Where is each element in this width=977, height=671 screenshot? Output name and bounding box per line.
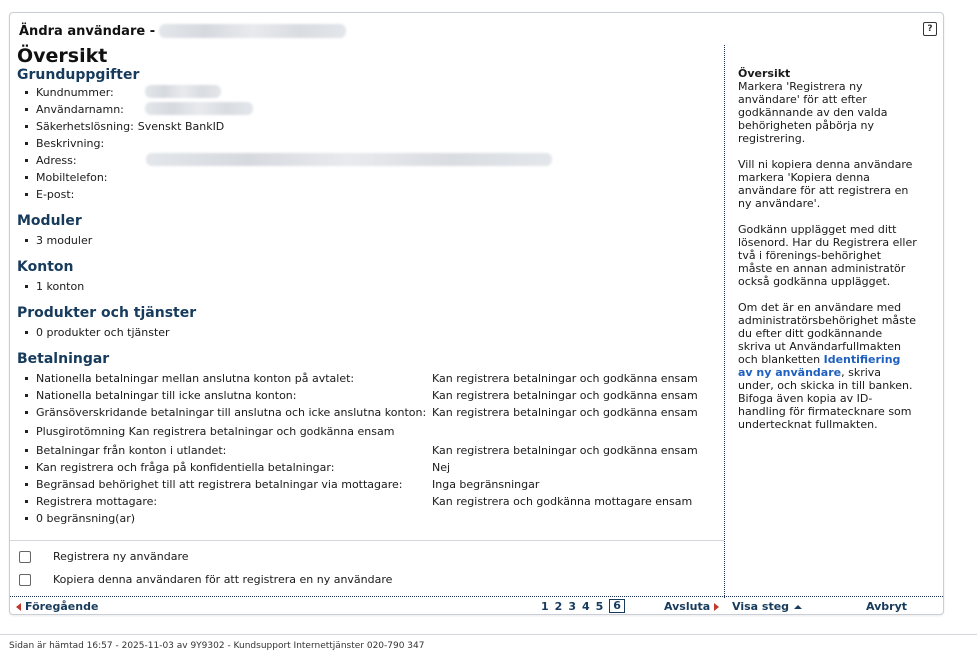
row-accounts: 1 konton bbox=[25, 280, 84, 293]
row-products: 0 produkter och tjänster bbox=[25, 326, 170, 339]
row-description: Beskrivning: bbox=[25, 137, 104, 150]
page-title: Översikt bbox=[17, 45, 108, 67]
section-heading-accounts: Konton bbox=[17, 259, 74, 275]
overview-section bbox=[10, 43, 725, 541]
panel-title: Ändra användare - bbox=[19, 23, 156, 39]
cancel-button[interactable]: Avbryt bbox=[866, 600, 908, 613]
section-heading-basic: Grunduppgifter bbox=[17, 67, 140, 83]
redacted-value bbox=[145, 102, 253, 115]
status-line: Sidan är hämtad 16:57 - 2025-11-03 av 9Y9302 - Kundsupport Internettjänster 020-790 347 bbox=[9, 641, 425, 651]
page-step[interactable]: 3 bbox=[568, 599, 576, 613]
section-heading-modules: Moduler bbox=[17, 213, 82, 229]
section-heading-products: Produkter och tjänster bbox=[17, 305, 197, 321]
page-step[interactable]: 5 bbox=[595, 599, 604, 613]
row-payment: Nationella betalningar mellan anslutna konton på avtalet: Kan registrera betalningar och godkänna ensam bbox=[25, 372, 354, 385]
help-heading: Översikt bbox=[738, 67, 791, 80]
help-paragraph: Översikt Markera 'Registrera ny användare' för att efter godkännande av den valda behörigheten påbörja ny registrering. bbox=[738, 67, 888, 145]
help-divider bbox=[724, 45, 725, 598]
row-payment: Registrera mottagare: Kan registrera och godkänna mottagare ensam bbox=[25, 495, 157, 508]
row-payment: 0 begränsning(ar) bbox=[25, 512, 135, 525]
finish-button[interactable]: Avsluta bbox=[664, 600, 719, 613]
row-email: E-post: bbox=[25, 188, 74, 201]
help-paragraph: Om det är en användare med administratörsbehörighet måste du efter ditt godkännande skriva ut Användarfullmakten och blanketten Identifiering av ny användare, skriva under, och skicka in till banken. Bifoga även kopia av ID-handling för firmatecknare som undertecknat fullmakten. bbox=[738, 301, 916, 431]
page-step-current: 6 bbox=[609, 599, 625, 613]
row-payment: Betalningar från konton i utlandet: Kan registrera betalningar och godkänna ensam bbox=[25, 444, 226, 457]
arrow-right-icon bbox=[714, 603, 719, 611]
options-divider bbox=[10, 540, 724, 541]
copy-user-label[interactable]: Kopiera denna användaren för att registrera en ny användare bbox=[53, 573, 393, 586]
redacted-value bbox=[146, 153, 552, 166]
row-address: Adress: bbox=[25, 154, 77, 167]
section-heading-payments: Betalningar bbox=[17, 351, 110, 367]
row-security: Säkerhetslösning: Svenskt BankID bbox=[25, 120, 224, 133]
prev-button[interactable]: Föregående bbox=[16, 600, 98, 613]
row-mobile: Mobiltelefon: bbox=[25, 171, 108, 184]
wizard-nav-bar bbox=[10, 596, 943, 615]
page-step[interactable]: 4 bbox=[581, 599, 590, 613]
help-paragraph: Godkänn upplägget med ditt lösenord. Har du Registrera eller två i förenings-behörighet måste en annan administratör också godkänna upplägget. bbox=[738, 223, 917, 288]
option-copy-user[interactable] bbox=[19, 573, 392, 586]
arrow-left-icon bbox=[16, 603, 21, 611]
show-steps-button[interactable]: Visa steg bbox=[732, 600, 802, 613]
row-payment: Gränsöverskridande betalningar till anslutna och icke anslutna konton: Kan registrera betalningar och godkänna ensam bbox=[25, 406, 426, 419]
help-paragraph: Vill ni kopiera denna användare markera 'Kopiera denna användare för att registrera en ny användare'. bbox=[738, 158, 913, 210]
help-icon[interactable]: ? bbox=[923, 22, 937, 36]
row-payment: Kan registrera och fråga på konfidentiella betalningar: Nej bbox=[25, 461, 334, 474]
page-footer-divider bbox=[0, 634, 977, 635]
register-new-label[interactable]: Registrera ny användare bbox=[53, 550, 189, 563]
page-step[interactable]: 1 bbox=[541, 599, 549, 613]
caret-up-icon bbox=[794, 605, 802, 609]
register-new-checkbox[interactable] bbox=[19, 551, 31, 563]
page-step[interactable]: 2 bbox=[554, 599, 563, 613]
row-payment: Plusgirotömning Kan registrera betalningar och godkänna ensam bbox=[25, 425, 394, 438]
identification-form-link[interactable]: Identifiering av ny användare bbox=[738, 353, 901, 379]
redacted-value bbox=[145, 85, 221, 98]
row-customer-number: Kundnummer: bbox=[25, 86, 114, 99]
option-register-new[interactable] bbox=[19, 550, 189, 563]
row-modules: 3 moduler bbox=[25, 234, 92, 247]
row-payment: Begränsad behörighet till att registrera betalningar via mottagare: Inga begränsningar bbox=[25, 478, 403, 491]
row-username: Användarnamn: bbox=[25, 103, 124, 116]
edit-user-panel bbox=[9, 12, 944, 615]
redacted-user-name bbox=[159, 24, 346, 38]
page-steps bbox=[541, 599, 631, 613]
panel-header bbox=[19, 22, 346, 40]
help-panel bbox=[738, 67, 918, 444]
copy-user-checkbox[interactable] bbox=[19, 574, 31, 586]
row-payment: Nationella betalningar till icke anslutna konton: Kan registrera betalningar och godkänna ensam bbox=[25, 389, 296, 402]
